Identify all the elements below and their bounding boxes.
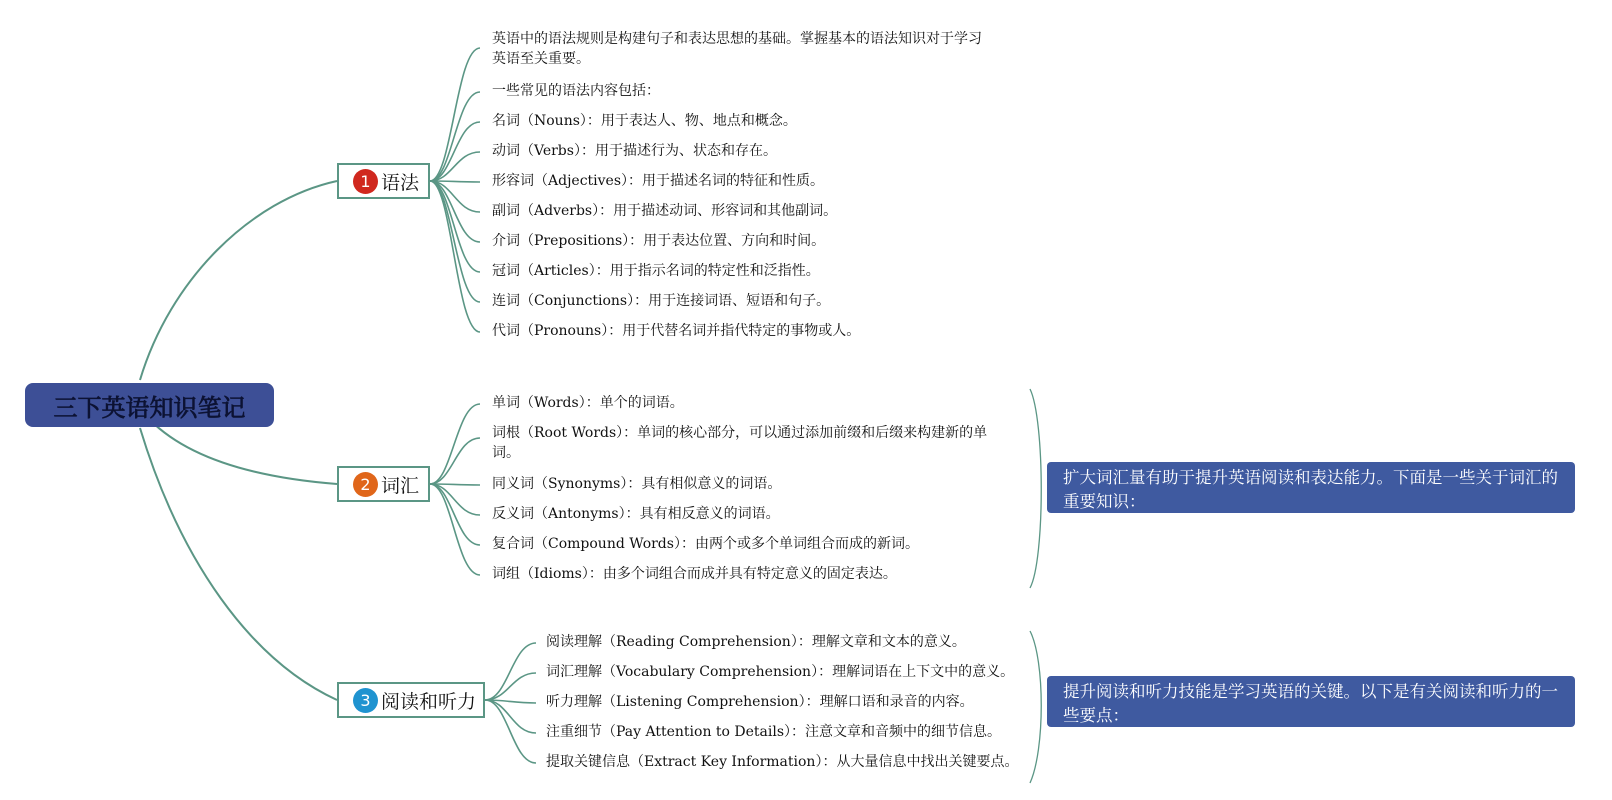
branch-label: 阅读和听力 <box>381 690 477 713</box>
connector-line <box>430 122 480 181</box>
vocabulary-item[interactable]: 词根（Root Words）：单词的核心部分，可以通过添加前缀和后缀来构建新的单词。 <box>492 425 988 461</box>
vocabulary-item[interactable]: 复合词（Compound Words）：由两个或多个单词组合而成的新词。 <box>492 536 919 552</box>
grammar-item[interactable]: 代词（Pronouns）：用于代替名词并指代特定的事物或人。 <box>492 323 861 339</box>
root-title: 三下英语知识笔记 <box>53 393 246 422</box>
root-topic[interactable] <box>25 383 274 427</box>
reading-item[interactable]: 阅读理解（Reading Comprehension）：理解文章和文本的意义。 <box>546 634 966 650</box>
reading-summary[interactable]: 提升阅读和听力技能是学习英语的关键。以下是有关阅读和听力的一些要点： <box>1047 676 1575 727</box>
number-badge-1: 1 <box>353 169 378 194</box>
connector-line <box>430 48 480 181</box>
connector-line <box>485 643 536 700</box>
reading-item[interactable]: 词汇理解（Vocabulary Comprehension）：理解词语在上下文中的意义。 <box>546 664 1015 680</box>
number-badge-3: 3 <box>353 688 378 713</box>
grammar-item[interactable]: 连词（Conjunctions）：用于连接词语、短语和句子。 <box>492 293 831 309</box>
connector-line <box>430 484 480 575</box>
reading-item[interactable]: 注重细节（Pay Attention to Details）：注意文章和音频中的细节信息。 <box>546 724 1002 740</box>
connector-line <box>430 438 480 484</box>
vocabulary-item[interactable]: 同义词（Synonyms）：具有相似意义的词语。 <box>492 476 782 492</box>
branch-vocabulary[interactable] <box>337 466 430 502</box>
grammar-item[interactable]: 名词（Nouns）：用于表达人、物、地点和概念。 <box>492 113 797 129</box>
connector-line <box>140 181 337 380</box>
reading-item[interactable]: 提取关键信息（Extract Key Information）：从大量信息中找出关键要点。 <box>546 754 1019 770</box>
grammar-item[interactable]: 冠词（Articles）：用于指示名词的特定性和泛指性。 <box>492 263 820 279</box>
vocabulary-item[interactable]: 单词（Words）：单个的词语。 <box>492 395 684 411</box>
grammar-item[interactable]: 副词（Adverbs）：用于描述动词、形容词和其他副词。 <box>492 203 838 219</box>
grammar-item[interactable]: 形容词（Adjectives）：用于描述名词的特征和性质。 <box>492 173 825 189</box>
connector-line <box>1030 389 1041 588</box>
connector-line <box>485 700 536 733</box>
connector-line <box>430 181 480 332</box>
number-badge-2: 2 <box>353 472 378 497</box>
connector-line <box>430 92 480 181</box>
connector-line <box>150 420 337 484</box>
grammar-item[interactable]: 动词（Verbs）：用于描述行为、状态和存在。 <box>492 143 777 159</box>
connector-line <box>430 404 480 484</box>
connector-line <box>430 181 480 302</box>
branch-label: 词汇 <box>381 474 420 497</box>
connector-line <box>140 428 337 700</box>
grammar-item[interactable]: 介词（Prepositions）：用于表达位置、方向和时间。 <box>492 233 826 249</box>
vocabulary-item[interactable]: 反义词（Antonyms）：具有相反意义的词语。 <box>492 506 780 522</box>
grammar-item-intro[interactable]: 英语中的语法规则是构建句子和表达思想的基础。掌握基本的语法知识对于学习英语至关重要。 <box>492 31 982 67</box>
branch-label: 语法 <box>381 171 420 194</box>
connector-line <box>1030 631 1041 783</box>
branch-grammar[interactable] <box>337 163 430 199</box>
grammar-item[interactable]: 一些常见的语法内容包括： <box>492 83 660 99</box>
connector-line <box>485 673 536 700</box>
vocabulary-summary[interactable]: 扩大词汇量有助于提升英语阅读和表达能力。下面是一些关于词汇的重要知识： <box>1047 462 1575 513</box>
reading-item[interactable]: 听力理解（Listening Comprehension）：理解口语和录音的内容。 <box>546 694 974 710</box>
vocabulary-item[interactable]: 词组（Idioms）：由多个词组合而成并具有特定意义的固定表达。 <box>492 566 897 582</box>
branch-reading-listening[interactable] <box>337 682 485 718</box>
